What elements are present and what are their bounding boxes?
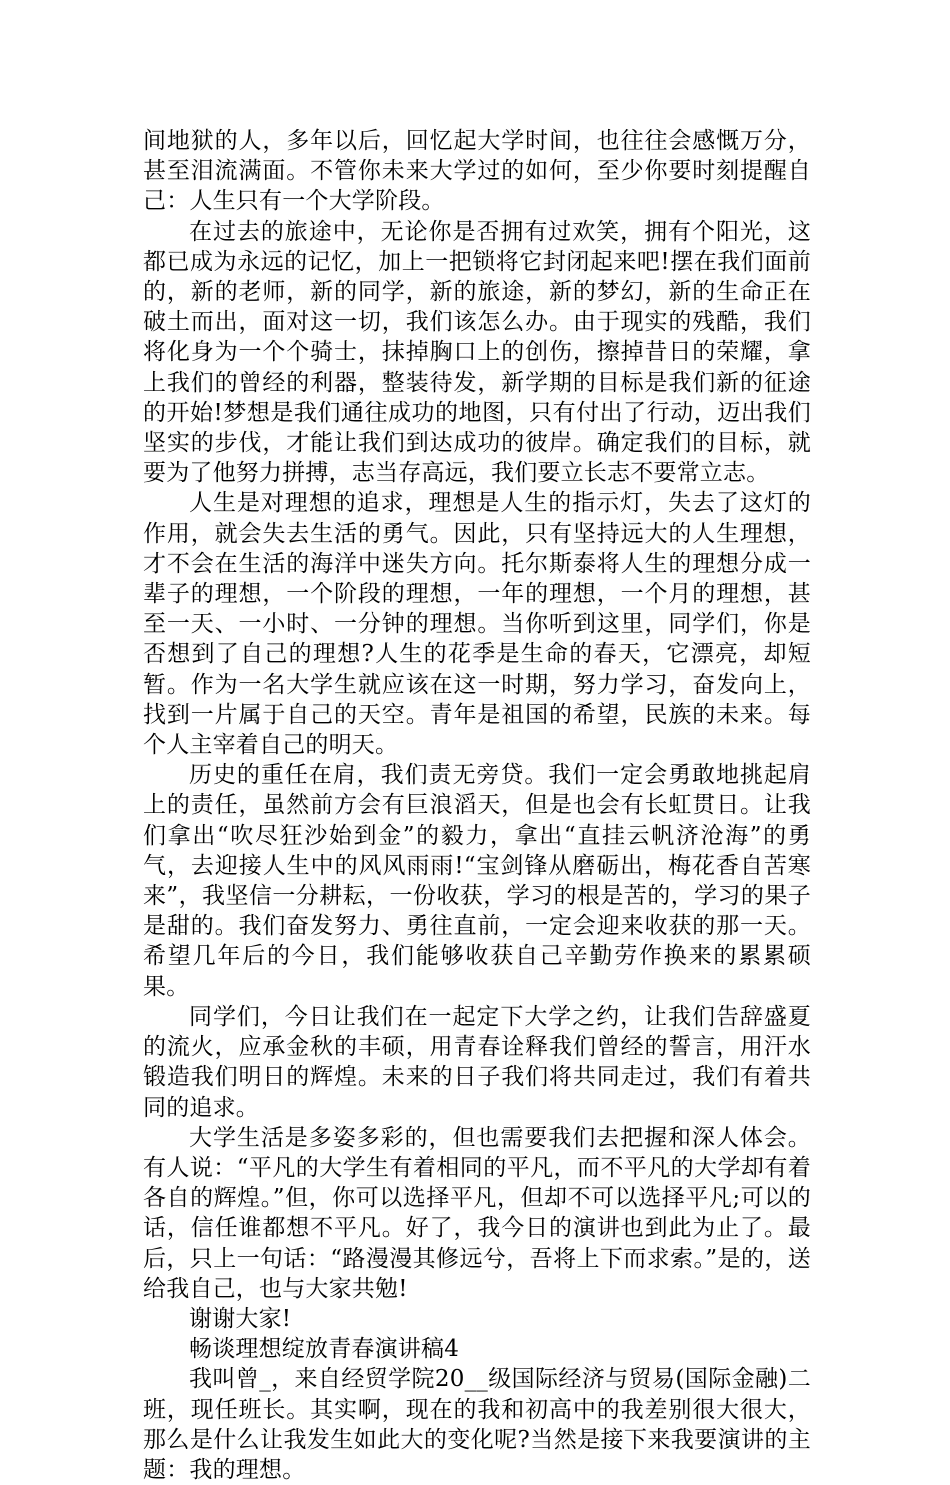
paragraph-2: 在过去的旅途中，无论你是否拥有过欢笑，拥有个阳光，这都已成为永远的记忆，加上一把锁将它封闭起来吧!摆在我们面前的，新的老师，新的同学，新的旅途，新的梦幻，新的生命正在破土而出，面对这一切，我们该怎么办。由于现实的残酷，我们将化身为一个个骑士，抹掉胸口上的创伤，擦掉昔日的荣耀，拿上我们的曾经的利器，整装待发，新学期的目标是我们新的征途的开始!梦想是我们通往成功的地图，只有付出了行动，迈出我们坚实的步伐，才能让我们到达成功的彼岸。确定我们的目标，就要为了他努力拼搏，志当存高远，我们要立长志不要常立志。 xyxy=(143,218,811,487)
document-body xyxy=(143,126,811,1485)
paragraph-9: 我叫曾_，来自经贸学院20__级国际经济与贸易(国际金融)二班，现任班长。其实啊，现在的我和初高中的我差别很大很大，那么是什么让我发生如此大的变化呢?当然是接下来我要演讲的主题：我的理想。 xyxy=(143,1366,811,1483)
paragraph-5: 同学们，今日让我们在一起定下大学之约，让我们告辞盛夏的流火，应承金秋的丰硕，用青春诠释我们曾经的誓言，用汗水锻造我们明日的辉煌。未来的日子我们将共同走过，我们有着共同的追求。 xyxy=(143,1003,811,1121)
section-title: 畅谈理想绽放青春演讲稿4 xyxy=(189,1336,460,1363)
closing-thanks: 谢谢大家! xyxy=(189,1305,292,1332)
paragraph-1: 间地狱的人，多年以后，回忆起大学时间，也往往会感慨万分，甚至泪流满面。不管你未来大学过的如何，至少你要时刻提醒自己：人生只有一个大学阶段。 xyxy=(143,128,811,215)
paragraph-4: 历史的重任在肩，我们责无旁贷。我们一定会勇敢地挑起肩上的责任，虽然前方会有巨浪滔天，但是也会有长虹贯日。让我们拿出“吹尽狂沙始到金”的毅力，拿出“直挂云帆济沧海”的勇气，去迎接人生中的风风雨雨!“宝剑锋从磨砺出，梅花香自苦寒来”，我坚信一分耕耘，一份收获，学习的根是苦的，学习的果子是甜的。我们奋发努力、勇往直前，一定会迎来收获的那一天。希望几年后的今日，我们能够收获自己辛勤劳作换来的累累硕果。 xyxy=(143,762,811,1000)
paragraph-6: 大学生活是多姿多彩的，但也需要我们去把握和深人体会。有人说：“平凡的大学生有着相同的平凡，而不平凡的大学却有着各自的辉煌。”但，你可以选择平凡，但却不可以选择平凡;可以的话，信任谁都想不平凡。好了，我今日的演讲也到此为止了。最后，只上一句话：“路漫漫其修远兮，吾将上下而求索。”是的，送给我自己，也与大家共勉! xyxy=(143,1124,811,1302)
paragraph-3: 人生是对理想的追求，理想是人生的指示灯，失去了这灯的作用，就会失去生活的勇气。因此，只有坚持远大的人生理想，才不会在生活的海洋中迷失方向。托尔斯泰将人生的理想分成一辈子的理想，一个阶段的理想，一年的理想，一个月的理想，甚至一天、一小时、一分钟的理想。当你听到这里，同学们，你是否想到了自己的理想?人生的花季是生命的春天，它漂亮，却短暂。作为一名大学生就应该在这一时期，努力学习，奋发向上，找到一片属于自己的天空。青年是祖国的希望，民族的未来。每个人主宰着自己的明天。 xyxy=(143,490,811,759)
